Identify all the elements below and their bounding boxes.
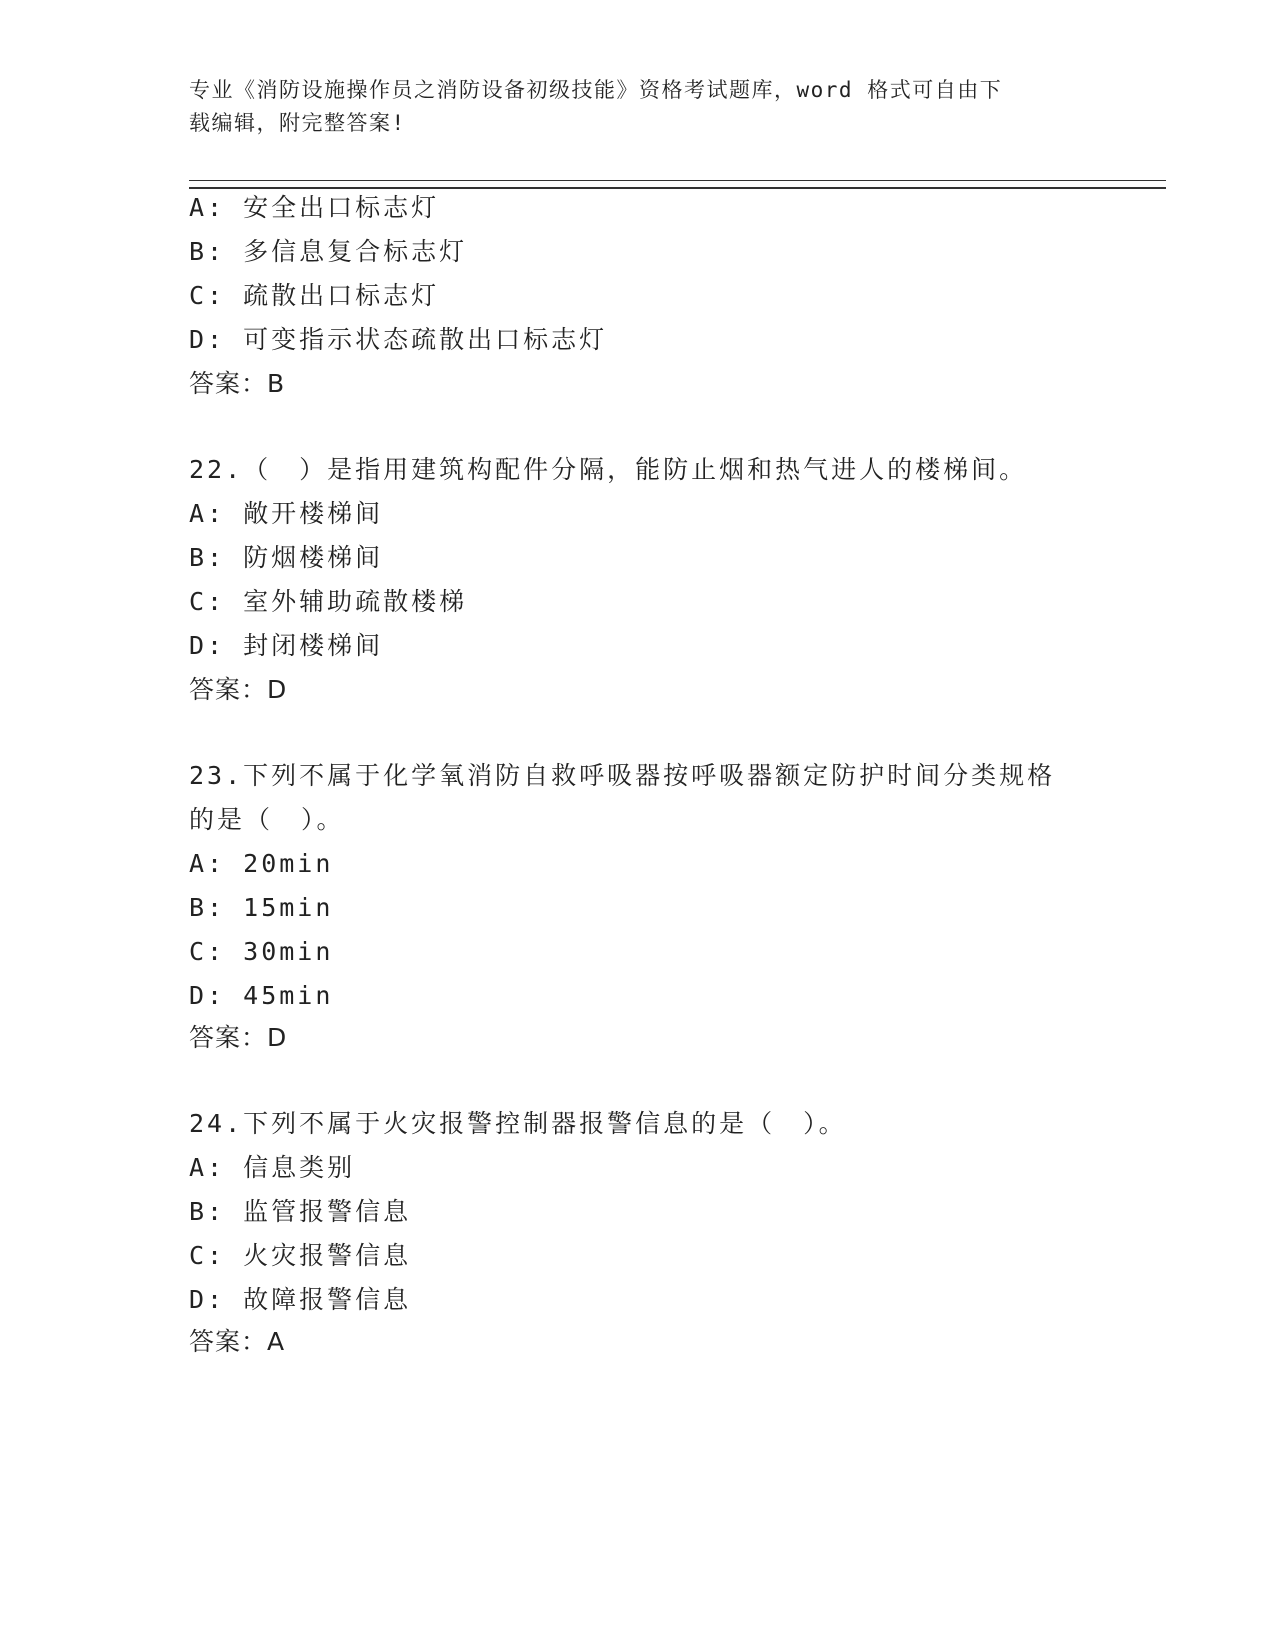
- q22-answer: 答案：D: [189, 675, 288, 704]
- q22-option-b: B: 防烟楼梯间: [189, 543, 384, 572]
- q23-option-a: A: 20min: [189, 849, 334, 878]
- document-header: [189, 74, 1089, 140]
- q24-option-d: D: 故障报警信息: [189, 1285, 412, 1314]
- q21-option-a: A: 安全出口标志灯: [189, 193, 440, 222]
- header-line-1: 专业《消防设施操作员之消防设备初级技能》资格考试题库，word 格式可自由下: [189, 78, 1003, 102]
- q24-option-b: B: 监管报警信息: [189, 1197, 412, 1226]
- q22-question: 22.（ ）是指用建筑构配件分隔，能防止烟和热气进人的楼梯间。: [189, 455, 1028, 484]
- q24-question: 24.下列不属于火灾报警控制器报警信息的是（ ）。: [189, 1109, 847, 1138]
- q21-option-b: B: 多信息复合标志灯: [189, 237, 468, 266]
- q23-option-b: B: 15min: [189, 893, 334, 922]
- header-divider: [189, 180, 1166, 189]
- header-line-2: 载编辑，附完整答案!: [189, 111, 406, 135]
- q24-option-a: A: 信息类别: [189, 1153, 356, 1182]
- q23-option-c: C: 30min: [189, 937, 334, 966]
- q22-option-d: D: 封闭楼梯间: [189, 631, 384, 660]
- q21-option-c: C: 疏散出口标志灯: [189, 281, 440, 310]
- q23-answer: 答案：D: [189, 1023, 288, 1052]
- q23-question-line-2: 的是（ ）。: [189, 805, 345, 834]
- q22-option-c: C: 室外辅助疏散楼梯: [189, 587, 468, 616]
- q23-option-d: D: 45min: [189, 981, 334, 1010]
- q22-option-a: A: 敞开楼梯间: [189, 499, 384, 528]
- q24-answer: 答案：A: [189, 1327, 286, 1356]
- q23-question-line-1: 23.下列不属于化学氧消防自救呼吸器按呼吸器额定防护时间分类规格: [189, 761, 1056, 790]
- q24-option-c: C: 火灾报警信息: [189, 1241, 412, 1270]
- q21-answer: 答案：B: [189, 369, 286, 398]
- q21-option-d: D: 可变指示状态疏散出口标志灯: [189, 325, 608, 354]
